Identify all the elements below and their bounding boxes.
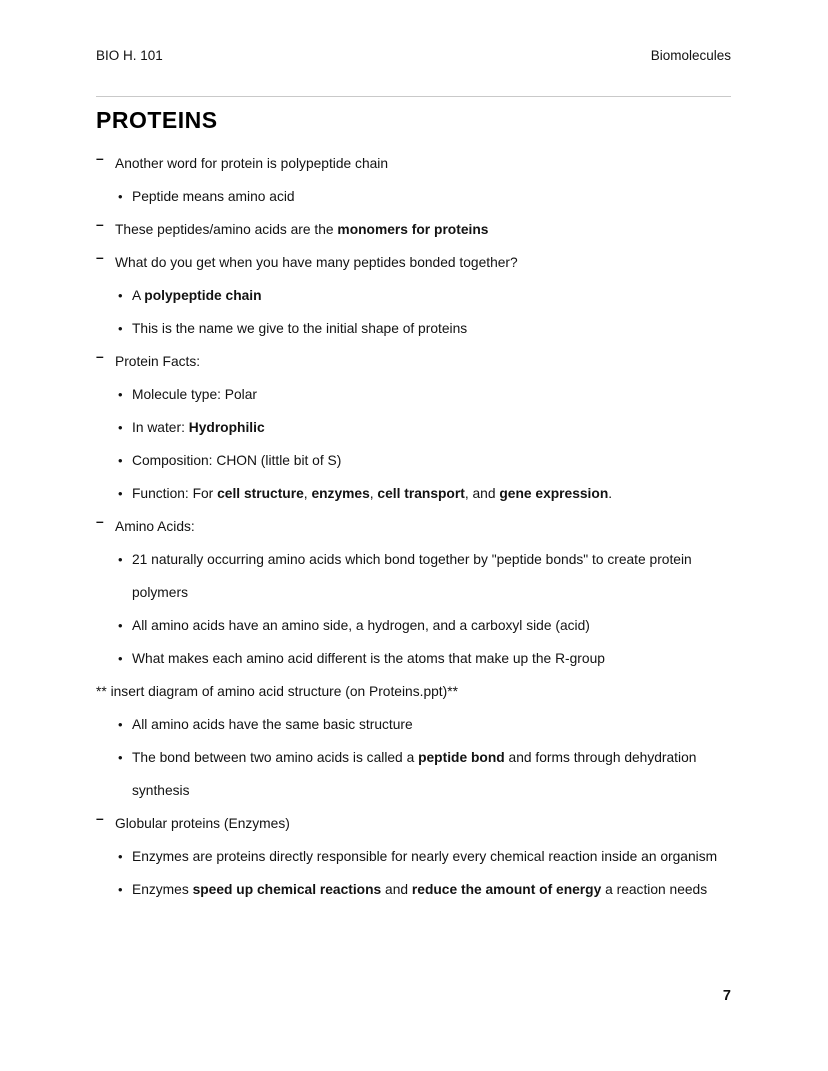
- list-item: [96, 510, 731, 543]
- item-text: [132, 543, 731, 609]
- item-text: [132, 411, 731, 444]
- dash-marker: –: [96, 217, 104, 232]
- item-text-segment: a reaction needs: [601, 882, 708, 897]
- header-course-label: BIO H. 101: [96, 48, 163, 63]
- item-text-segment: ** insert diagram of amino acid structure (on Proteins.ppt)**: [96, 684, 458, 699]
- item-text-segment: In water:: [132, 420, 189, 435]
- bullet-marker: •: [118, 750, 123, 765]
- page-title: PROTEINS: [96, 107, 218, 133]
- item-text-segment: .: [608, 486, 613, 501]
- list-item: [96, 741, 731, 807]
- list-item: [96, 873, 731, 906]
- list-item: [96, 213, 731, 246]
- notes-list: [96, 147, 731, 906]
- item-text: [132, 312, 731, 345]
- item-text: [115, 147, 731, 180]
- bullet-marker: •: [118, 717, 123, 732]
- item-text-segment: and: [381, 882, 412, 897]
- item-text-bold-segment: peptide bond: [418, 750, 505, 765]
- list-item: [96, 807, 731, 840]
- item-text-bold-segment: speed up chemical reactions: [192, 882, 382, 897]
- bullet-marker: •: [118, 486, 123, 501]
- item-text: [132, 444, 731, 477]
- bullet-marker: •: [118, 189, 123, 204]
- list-item: [96, 180, 731, 213]
- item-text-segment: Function: For: [132, 486, 218, 501]
- item-text-segment: Globular proteins (Enzymes): [115, 816, 290, 831]
- item-text: [115, 807, 731, 840]
- item-text-segment: ,: [369, 486, 378, 501]
- item-text: [132, 642, 731, 675]
- list-item: [96, 444, 731, 477]
- list-item: [96, 675, 731, 708]
- dash-marker: –: [96, 811, 104, 826]
- item-text-bold-segment: gene expression: [499, 486, 609, 501]
- list-item: [96, 477, 731, 510]
- item-text-bold-segment: cell transport: [377, 486, 465, 501]
- item-text-segment: Composition: CHON (little bit of S): [132, 453, 342, 468]
- item-text: [132, 378, 731, 411]
- item-text: [132, 840, 731, 873]
- list-item: [96, 708, 731, 741]
- list-item: [96, 345, 731, 378]
- list-item: [96, 246, 731, 279]
- item-text-bold-segment: polypeptide chain: [144, 288, 262, 303]
- dash-marker: –: [96, 250, 104, 265]
- page-number: 7: [722, 988, 731, 1004]
- item-text-segment: Protein Facts:: [115, 354, 201, 369]
- item-text-segment: ,: [303, 486, 312, 501]
- item-text: [132, 279, 731, 312]
- item-text: [115, 345, 731, 378]
- item-text-segment: A: [132, 288, 145, 303]
- bullet-marker: •: [118, 321, 123, 336]
- list-item: [96, 279, 731, 312]
- item-text-segment: All amino acids have the same basic structure: [132, 717, 413, 732]
- list-item: [96, 543, 731, 609]
- dash-marker: –: [96, 514, 104, 529]
- bullet-marker: •: [118, 882, 123, 897]
- item-text: [115, 213, 731, 246]
- item-text-bold-segment: Hydrophilic: [188, 420, 265, 435]
- bullet-marker: •: [118, 651, 123, 666]
- item-text: [132, 609, 731, 642]
- item-text: [132, 708, 731, 741]
- item-text-bold-segment: enzymes: [311, 486, 370, 501]
- item-text: [115, 246, 731, 279]
- item-text-segment: 21 naturally occurring amino acids which bond together by "peptide bonds" to create protein polymers: [132, 552, 692, 600]
- item-text-bold-segment: reduce the amount of energy: [411, 882, 602, 897]
- item-text: [132, 741, 731, 807]
- item-text-segment: This is the name we give to the initial shape of proteins: [132, 321, 468, 336]
- list-item: [96, 312, 731, 345]
- list-item: [96, 840, 731, 873]
- item-text-bold-segment: monomers for proteins: [337, 222, 489, 237]
- bullet-marker: •: [118, 420, 123, 435]
- item-text-bold-segment: cell structure: [217, 486, 304, 501]
- item-text: [132, 180, 731, 213]
- bullet-marker: •: [118, 288, 123, 303]
- bullet-marker: •: [118, 618, 123, 633]
- list-item: [96, 378, 731, 411]
- list-item: [96, 642, 731, 675]
- item-text-segment: and forms through dehydration synthesis: [132, 750, 697, 798]
- bullet-marker: •: [118, 552, 123, 567]
- item-text-segment: What do you get when you have many peptides bonded together?: [115, 255, 518, 270]
- item-text-segment: What makes each amino acid different is the atoms that make up the R-group: [132, 651, 605, 666]
- item-text: [96, 675, 731, 708]
- item-text-segment: Enzymes are proteins directly responsible for nearly every chemical reaction inside an organism: [132, 849, 718, 864]
- item-text-segment: Enzymes: [132, 882, 193, 897]
- list-item: [96, 147, 731, 180]
- list-item: [96, 411, 731, 444]
- item-text-segment: Molecule type: Polar: [132, 387, 258, 402]
- header-topic-label: Biomolecules: [650, 48, 731, 63]
- item-text: [132, 873, 731, 906]
- dash-marker: –: [96, 349, 104, 364]
- bullet-marker: •: [118, 453, 123, 468]
- item-text-segment: Amino Acids:: [115, 519, 195, 534]
- item-text-segment: Peptide means amino acid: [132, 189, 295, 204]
- item-text-segment: These peptides/amino acids are the: [115, 222, 338, 237]
- bullet-marker: •: [118, 849, 123, 864]
- bullet-marker: •: [118, 387, 123, 402]
- item-text-segment: All amino acids have an amino side, a hydrogen, and a carboxyl side (acid): [132, 618, 590, 633]
- list-item: [96, 609, 731, 642]
- header-divider: [96, 96, 731, 97]
- item-text-segment: , and: [464, 486, 500, 501]
- item-text: [115, 510, 731, 543]
- page-header: [96, 48, 731, 64]
- item-text-segment: Another word for protein is polypeptide chain: [115, 156, 389, 171]
- item-text-segment: The bond between two amino acids is called a: [132, 750, 419, 765]
- item-text: [132, 477, 731, 510]
- dash-marker: –: [96, 151, 104, 166]
